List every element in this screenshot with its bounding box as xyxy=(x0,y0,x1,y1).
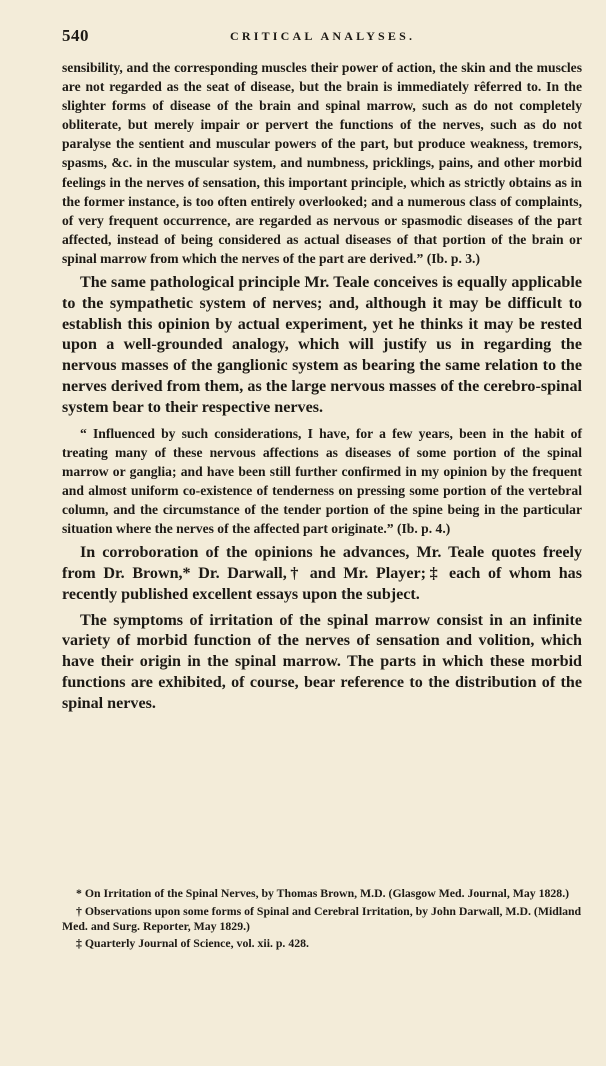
quoted-paragraph-continued: sensibility, and the corresponding muscles their power of action, the skin and the muscles are not regarded as the seat of disease, but the brain is immediately rêferred to. In the slighter forms of disease of the brain and spinal marrow, such as do not completely obliterate, but merely impair or pervert the functions of the nerves, such as do not paralyse the sentient and muscular powers of the part, but produce weakness, tremors, spasms, &c. in the muscular system, and numbness, pricklings, pains, and other morbid feelings in the nerves of sensation, this important principle, which as strictly obtains as in the former instance, is too often entirely overlooked; and a numerous class of complaints, of very frequent occurrence, are regarded as nervous or spasmodic diseases of the part affected, instead of being considered as actual diseases of that portion of the brain or spinal marrow from which the nerves of the part are derived.” (Ib. p. 3.) xyxy=(62,60,582,266)
running-head: CRITICAL ANALYSES. xyxy=(230,29,416,43)
footnote-quarterly-journal: ‡ Quarterly Journal of Science, vol. xii. p. 428. xyxy=(76,936,309,951)
paragraph-corroboration: In corroboration of the opinions he advances, Mr. Teale quotes freely from Dr. Brown,* Dr. Darwall,† and Mr. Player;‡ each of whom has recently published excellent essays upon the subject. xyxy=(62,544,582,603)
quoted-paragraph-influenced: “ Influenced by such considerations, I have, for a few years, been in the habit of treating many of these nervous affections as diseases of some portion of the spinal marrow or ganglia; and have been still further confirmed in my opinion by the frequent and almost uniform co-existence of tenderness on pressing some portion of the vertebral column, and the circumstance of the tender portion of the spine being in the particular situation where the nerves of the affected part originate.” (Ib. p. 4.) xyxy=(62,425,582,537)
page-header xyxy=(62,26,582,48)
footnote-darwall: † Observations upon some forms of Spinal and Cerebral Irritation, by John Darwall, M.D. (Midland Med. and Surg. Reporter, May 1829.) xyxy=(62,903,582,933)
paragraph-pathological-principle: The same pathological principle Mr. Teale conceives is equally applicable to the sympathetic system of nerves; and, although it may be difficult to establish this opinion by actual experiment, yet he thinks it may be rested upon a well-grounded analogy, which will justify us in regarding the nervous masses of the ganglionic system as bearing the same relation to the nerves derived from them, as the large nervous masses of the cerebro-spinal system bear to their respective nerves. xyxy=(62,274,582,416)
footnotes xyxy=(62,886,582,954)
footnote-brown: * On Irritation of the Spinal Nerves, by Thomas Brown, M.D. (Glasgow Med. Journal, May 1828.) xyxy=(76,886,570,900)
paragraph-symptoms: The symptoms of irritation of the spinal marrow consist in an infinite variety of morbid function of the nerves of sensation and volition, which have their origin in the spinal marrow. The parts in which these morbid functions are exhibited, of course, bear reference to the distribution of the spinal nerves. xyxy=(62,611,582,712)
page-number: 540 xyxy=(62,26,89,45)
body-text xyxy=(62,58,582,715)
